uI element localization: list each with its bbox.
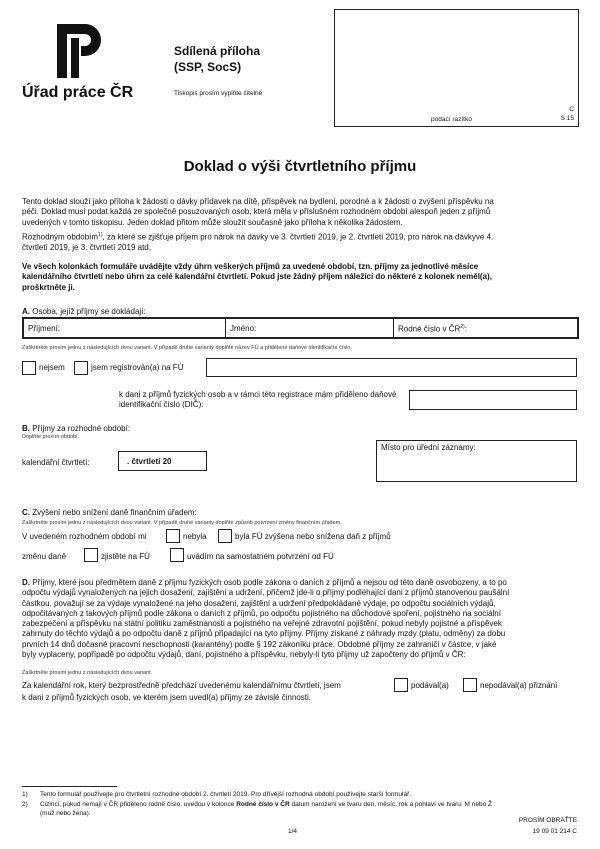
- footnote-1: Tento formulář používejte pro čtvrtletní rozhodné období 2. čtvrtletí 2019. Pro dřívější rozhodná období používejte starší formulář.: [40, 791, 412, 798]
- fill-note: Tiskopis prosím vyplňte čitelně: [174, 90, 263, 97]
- section-a-note: Zaškrtněte prosím jednu z následujících dvou variant. V případě druhé varianty doplňte název FÚ a přidělené daňové identifikační číslo.: [22, 345, 352, 351]
- quarter-input[interactable]: [118, 451, 207, 471]
- footnote-1-number: 1): [22, 791, 28, 798]
- find-at-office-label: zjistěte na FÚ: [101, 552, 150, 561]
- registered-label: jsem registrován(a) na FÚ: [91, 363, 184, 372]
- not-filed-label: nepodával(a) přiznání: [480, 681, 558, 690]
- intro-line: proškrtněte ji.: [22, 282, 75, 292]
- tax-change-text-2: změnu daně: [22, 552, 67, 561]
- intro-line: uvedených v tomto tiskopisu. Jeden doklad přitom může sloužit současně jako příloha k několika žádostem.: [22, 217, 403, 227]
- footnote-2-line2: (muž nebo žena).: [40, 810, 91, 817]
- section-c-note: Zaškrtněte prosím jednu z následujících dvou variant. V případě druhé varianty doplňte způsob potvrzení změny finančním úřadem.: [22, 520, 342, 526]
- intro-line: , za které se zjišťuje příjem pro nárok na dávky ve 3. čtvrtletí 2019, je 2. čtvrtletí 2019, pro nárok na dávkyve 4.: [102, 232, 494, 242]
- turn-over-note: PROSÍM OBRAŤTE: [518, 817, 577, 824]
- find-at-office-checkbox[interactable]: [84, 548, 98, 562]
- tax-change-text: V uvedeném rozhodném období mi: [22, 532, 147, 541]
- person-row: [22, 317, 579, 339]
- quarter-value: . čtvrtletí 20: [127, 457, 172, 466]
- section-d-text: D. Příjmy, které jsou předmětem daně z příjmu fyzických osob podle zákona o daních z příjmů a nejsou od této daně osvobozeny, a to po odpočtu výdajů vynaložených na jejich dosažení, zajištění a udržení, přičemž jde-li o příjmy podléhající dani z příjmů stanovenou paušální částkou, považují se za výdaje vynaložené na jeho dosažení, zajištění a udržení předpokládané výdaje, po odpočtu sociálních výdajů, odpočitávaných z takových příjmů podle zákona o daních z příjmů, po odpočtu pojistného na důchodové spoření, pojistného na sociální zabezpečení a příspěvku na státní politiku zaměstnanosti a pojistného na veřejné zdravotní pojištění, pokud nebyly pojistné a příspěvek zahrnuty do těchto výdajů a po odpočtu daně z příjmů připadající na tyto příjmy. Příjmy získané z náhrady mzdy (platu, odměny) za dobu prvních 14 dnů dočasné pracovní neschopnosti (karantény) podle § 192 zákoníku práce. Obdobné příjmy ze zahraničí v částce, v jaké byly vyplaceny, popřípadě po odpočtu výdajů, daní, pojistného a příspěvku, nebyly-li tyto příjmy už započteny do příjmů v ČR:: [22, 578, 510, 660]
- footnote-divider: [22, 786, 117, 787]
- intro-paragraph-2: [22, 230, 493, 253]
- intro-line: kalendářního čtvrtletí nebo úhrn za celé kalendářní čtvrtletí. Pokud jste žádný příjem náležící do některé z kolonek neměl(a),: [22, 272, 492, 282]
- intro-paragraph-1: [22, 197, 494, 228]
- tax-changed-label: byla FÚ zvýšena nebo snížena daň z příjmů: [235, 532, 391, 541]
- dic-text: k dani z příjmů fyzických osob a v rámci této registrace mám přiděleno daňové identifikační číslo (DIČ):: [119, 390, 397, 410]
- birth-number-label: Rodné číslo v ČR$^{2)}$:: [398, 324, 467, 334]
- form-code-s: S 15: [560, 115, 574, 122]
- form-number: 19 09 01 214 C: [532, 828, 577, 835]
- quarter-label: kalendářní čtvrtletí:: [22, 458, 90, 467]
- section-a-heading: A. Osoba, jejíž příjmy se dokládají:: [22, 307, 146, 316]
- page-title: Doklad o výši čtvrtletního příjmu: [183, 158, 417, 175]
- footnote-ref: 1): [98, 232, 103, 238]
- birth-number-field[interactable]: [394, 319, 577, 337]
- section-b-heading: B. Příjmy za rozhodné období:: [22, 424, 131, 433]
- section-c-heading: C. Zvýšení nebo snížení daně finančním úřadem:: [22, 508, 197, 517]
- not-registered-label: nejsem: [39, 363, 65, 372]
- name-field[interactable]: [226, 319, 394, 337]
- office-name: Úřad práce ČR: [22, 84, 134, 101]
- office-records-label: Místo pro úřední záznamy:: [381, 443, 476, 452]
- tax-return-text-2: k dani z příjmů fyzických osob, ve kterém jsem uvedl(a) příjmy ze závislé činnosti.: [22, 693, 311, 702]
- stamp-label: podací razítko: [431, 116, 472, 123]
- page-number: 1/4: [288, 828, 298, 835]
- tax-return-text-1: Za kalendářní rok, který bezprostředně předchází uvedenému kalendářnímu čtvrtletí, jsem: [22, 681, 341, 690]
- form-title-line1: Sdílená příloha: [174, 44, 261, 58]
- intro-line: péči. Doklad musí podat každá ze společně posuzovaných osob, která měla v příslušném rozhodném období alespoň jeden z příjmů: [22, 207, 491, 217]
- office-records-box: [376, 440, 577, 482]
- intro-line: čtvrtletí 2019, je 3. čtvrtletí 2019 atd.: [22, 242, 151, 252]
- filed-checkbox[interactable]: [394, 678, 408, 692]
- tax-changed-checkbox[interactable]: [218, 529, 232, 543]
- intro-line: Ve všech kolonkách formuláře uvádějte vždy úhrn veškerých příjmů za uvedené období, tzn. příjmy za jednotlivé měsíce: [22, 262, 479, 271]
- footnote-2: Cizinci, pokud nemají v ČR přiděleno rodné číslo, uvedou v kolonce Rodné číslo v ČR datum narození ve tvaru den, měsíc, rok a pohlaví ve tvaru: M nebo Ž: [40, 801, 492, 808]
- intro-line: Rozhodným obdobím: [22, 232, 99, 242]
- surname-field[interactable]: [24, 319, 226, 337]
- office-logo: [55, 22, 110, 80]
- not-filed-checkbox[interactable]: [463, 678, 477, 692]
- intro-line: Tento doklad slouží jako příloha k žádosti o dávky přídavek na dítě, příspěvek na bydlení, porodné a k žádosti o zvýšení příspěvku na: [22, 197, 494, 206]
- tax-not-changed-label: nebyla: [183, 532, 207, 541]
- footnote-2-number: 2): [22, 801, 28, 808]
- section-d-note: Zaškrtněte prosím jednu z následujících dvou variant.: [22, 670, 153, 676]
- not-registered-checkbox[interactable]: [22, 361, 36, 375]
- separate-confirmation-label: uvádím na samostatném potvrzení od FÚ: [187, 552, 334, 561]
- surname-label: Příjmení:: [28, 324, 61, 333]
- name-label: Jméno:: [230, 324, 257, 333]
- form-title-line2: (SSP, SocS): [174, 60, 242, 74]
- tax-office-input[interactable]: [206, 358, 577, 377]
- registered-checkbox[interactable]: [74, 361, 88, 375]
- stamp-box: [334, 9, 579, 127]
- tax-not-changed-checkbox[interactable]: [166, 529, 180, 543]
- filed-label: podával(a): [411, 681, 449, 690]
- section-b-note: Doplňte prosím období.: [22, 434, 80, 440]
- intro-paragraph-3: [22, 262, 492, 293]
- dic-input[interactable]: [409, 390, 577, 410]
- office-logo-mark-icon: [55, 22, 110, 80]
- form-code-c: C: [569, 106, 574, 113]
- separate-confirmation-checkbox[interactable]: [170, 548, 184, 562]
